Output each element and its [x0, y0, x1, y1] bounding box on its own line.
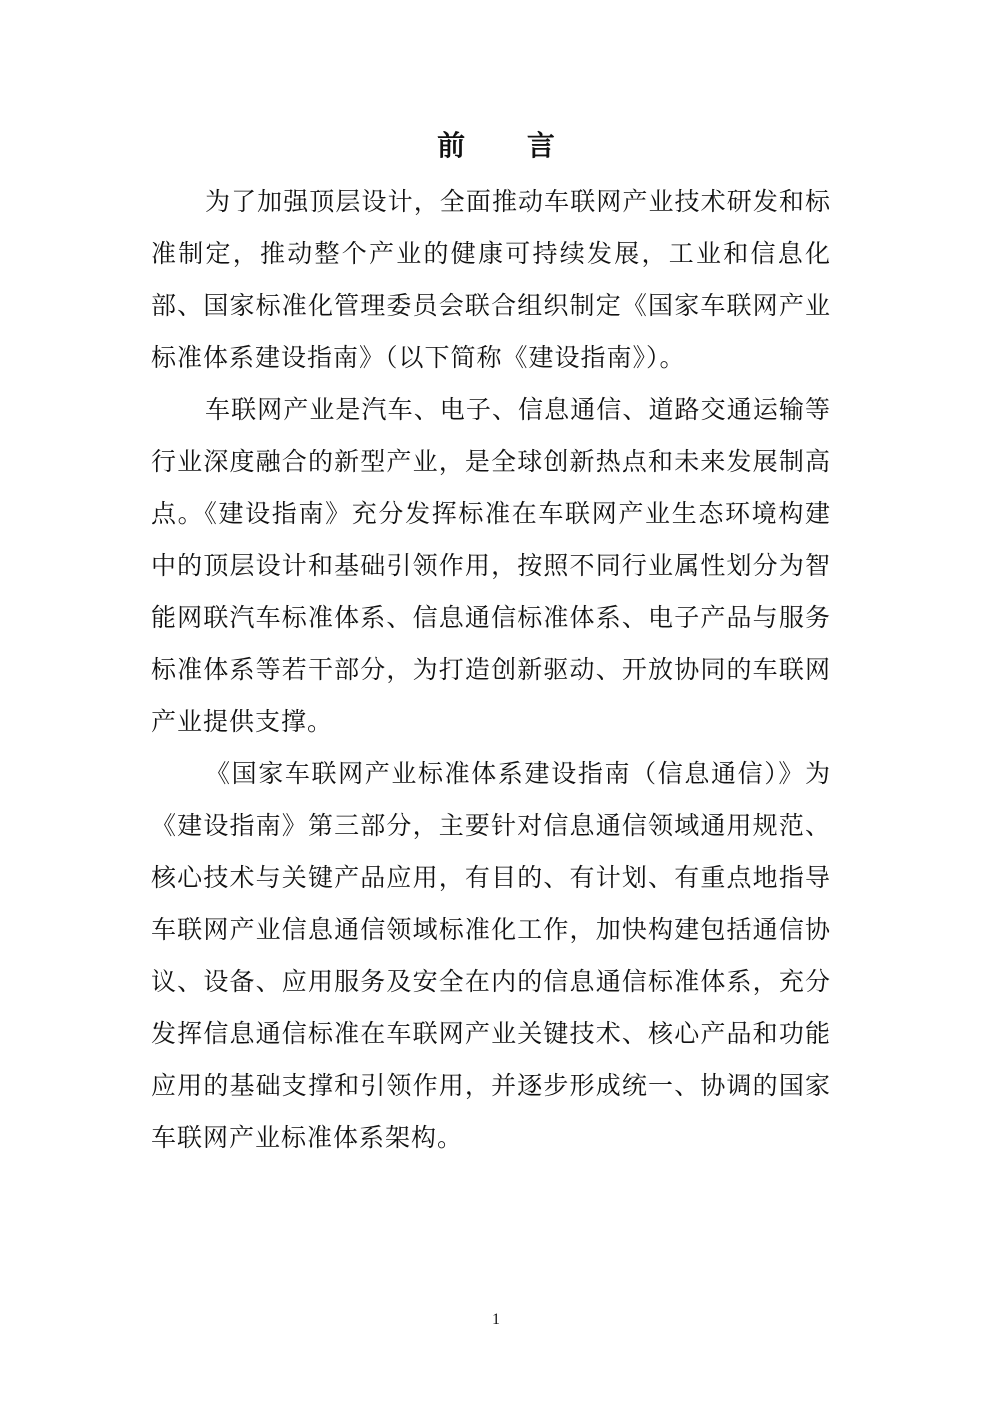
paragraph-1: 为了加强顶层设计，全面推动车联网产业技术研发和标准制定，推动整个产业的健康可持续发展，工业和信息化部、国家标准化管理委员会联合组织制定《国家车联网产业标准体系建设指南》（以下简称《建设指南》）。: [151, 187, 831, 372]
paragraph-3: 《国家车联网产业标准体系建设指南（信息通信）》为《建设指南》第三部分，主要针对信息通信领域通用规范、核心技术与关键产品应用，有目的、有计划、有重点地指导车联网产业信息通信领域标准化工作，加快构建包括通信协议、设备、应用服务及安全在内的信息通信标准体系，充分发挥信息通信标准在车联网产业关键技术、核心产品和功能应用的基础支撑和引领作用，并逐步形成统一、协调的国家车联网产业标准体系架构。: [151, 759, 831, 1152]
foreword-body: [151, 176, 831, 1164]
page-title: 前 言: [437, 129, 581, 162]
page-number: 1: [492, 1311, 500, 1328]
paragraph-2: 车联网产业是汽车、电子、信息通信、道路交通运输等行业深度融合的新型产业，是全球创新热点和未来发展制高点。《建设指南》充分发挥标准在车联网产业生态环境构建中的顶层设计和基础引领作用，按照不同行业属性划分为智能网联汽车标准体系、信息通信标准体系、电子产品与服务标准体系等若干部分，为打造创新驱动、开放协同的车联网产业提供支撑。: [151, 395, 831, 736]
